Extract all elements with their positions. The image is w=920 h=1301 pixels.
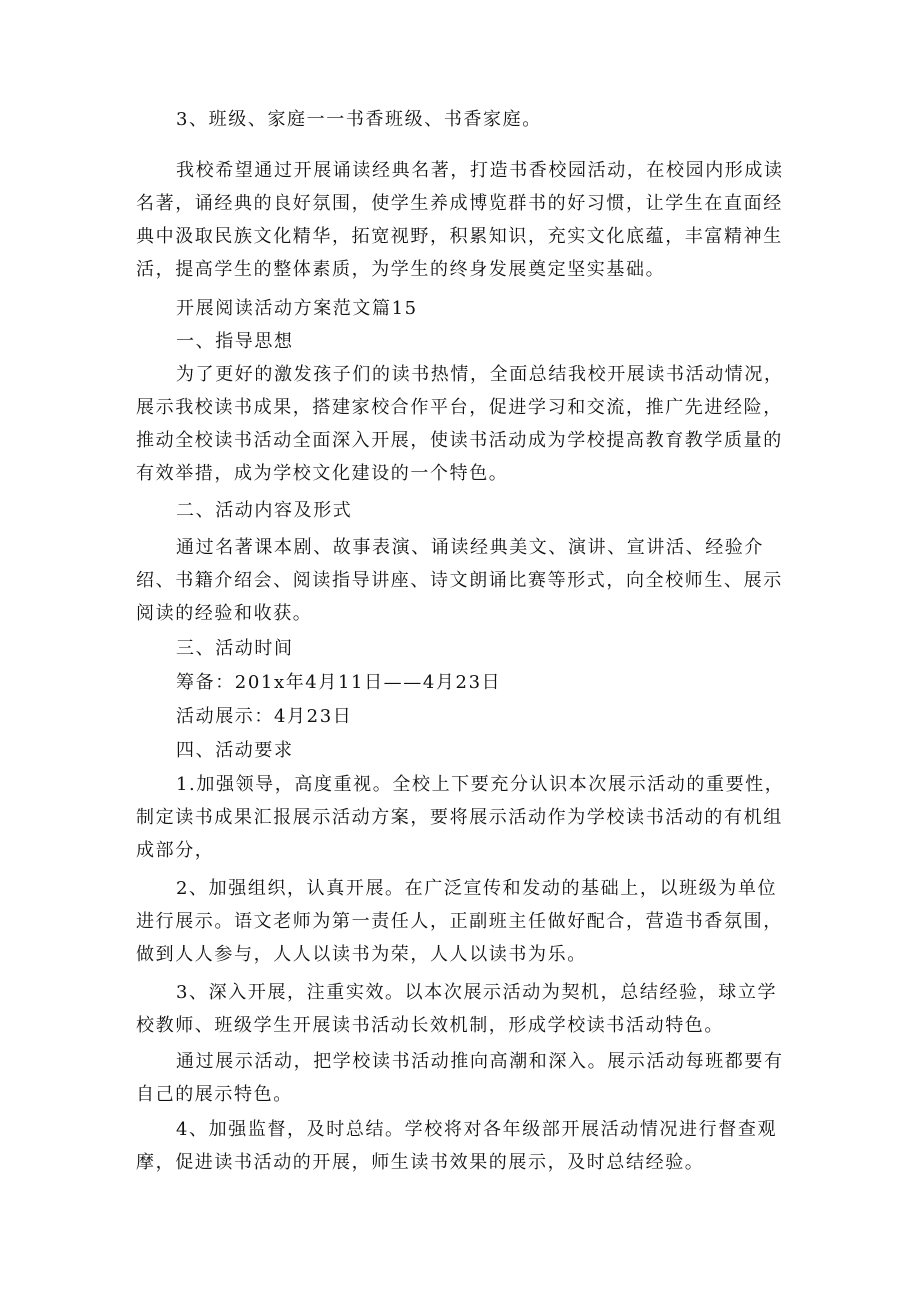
paragraph-requirement-4: 4、加强监督，及时总结。学校将对各年级部开展活动情况进行督查观摩，促进读书活动的开展，师生读书效果的展示，及时总结经验。 bbox=[136, 1119, 778, 1173]
paragraph-school-hope: 我校希望通过开展诵读经典名著，打造书香校园活动，在校园内形成读名著，诵经典的良好氛围，使学生养成博览群书的好习惯，让学生在直面经典中汲取民族文化精华，拓宽视野，积累知识，充实文化底蕴，丰富精神生活，提高学生的整体素质，为学生的终身发展奠定坚实基础。 bbox=[136, 160, 784, 280]
heading-activity-requirements: 四、活动要求 bbox=[176, 740, 294, 761]
paragraph-requirement-3: 3、深入开展，注重实效。以本次展示活动为契机，总结经验，球立学校教师、班级学生开展读书活动长效机制，形成学校读书活动特色。 bbox=[136, 982, 778, 1036]
paragraph-requirement-1: 1.加强领导，高度重视。全校上下要充分认识本次展示活动的重要性，制定读书成果汇报展示活动方案，要将展示活动作为学校读书活动的有机组成部分， bbox=[136, 774, 785, 861]
section-title-plan-15: 开展阅读活动方案范文篇15 bbox=[176, 298, 418, 319]
text-preparation-date: 筹备：201x年4月11日——4月23日 bbox=[176, 672, 502, 693]
paragraph-display-summary: 通过展示活动，把学校读书活动推向高潮和深入。展示活动每班都要有自己的展示特色。 bbox=[136, 1051, 784, 1105]
heading-activity-time: 三、活动时间 bbox=[176, 638, 294, 659]
text-display-date: 活动展示：4月23日 bbox=[176, 706, 353, 727]
paragraph-guiding-thought: 为了更好的激发孩子们的读书热情，全面总结我校开展读书活动情况，展示我校读书成果，搭建家校合作平台，促进学习和交流，推广先进经险，推动全校读书活动全面深入开展，使读书活动成为学校提高教育教学质量的有效举措，成为学校文化建设的一个特色。 bbox=[136, 364, 784, 484]
paragraph-requirement-2: 2、加强组织，认真开展。在广泛宣传和发动的基础上，以班级为单位进行展示。语文老师为第一责任人，正副班主任做好配合，营造书香氛围，做到人人参与，人人以读书为荣，人人以读书为乐。 bbox=[136, 878, 783, 965]
paragraph-content-form: 通过名著课本剧、故事表演、诵读经典美文、演讲、宣讲活、经验介绍、书籍介绍会、阅读指导讲座、诗文朗诵比赛等形式，向全校师生、展示阅读的经验和收获。 bbox=[136, 537, 783, 624]
heading-guiding-thought: 一、指导思想 bbox=[176, 331, 294, 352]
paragraph-class-family: 3、班级、家庭一一书香班级、书香家庭。 bbox=[176, 109, 542, 130]
heading-content-form: 二、活动内容及形式 bbox=[176, 500, 353, 521]
